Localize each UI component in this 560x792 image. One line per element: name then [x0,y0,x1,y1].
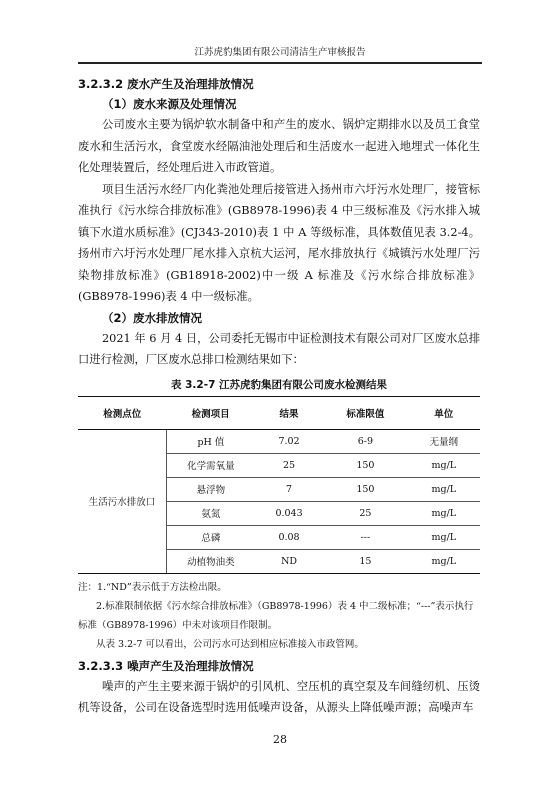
col-header-item: 检测项目 [166,396,254,429]
cell-item: 氨氮 [166,501,254,525]
section-heading-noise: 3.2.3.3 噪声产生及治理排放情况 [78,658,254,673]
col-header-result: 结果 [255,396,323,429]
page-number: 28 [273,733,287,746]
cell-unit: mg/L [408,477,480,501]
cell-result: 0.043 [255,501,323,525]
table-caption: 表 3.2-7 江苏虎豹集团有限公司废水检测结果 [170,378,388,391]
cell-limit: 25 [323,501,407,525]
cell-item: 化学需氧量 [166,453,254,477]
table-row [78,429,480,453]
page-content [78,66,480,719]
cell-limit: 150 [323,477,407,501]
cell-unit: mg/L [408,525,480,549]
subheading-discharge: （2）废水排放情况 [102,310,203,325]
col-header-limit: 标准限值 [323,396,407,429]
cell-unit: mg/L [408,549,480,573]
cell-item: 悬浮物 [166,477,254,501]
cell-result: 7.02 [255,429,323,453]
table-header-row [78,396,480,429]
col-header-unit: 单位 [408,396,480,429]
wastewater-results-table [78,396,480,574]
subheading-source: （1）废水来源及处理情况 [102,97,237,111]
cell-item: pH 值 [166,429,254,453]
paragraph-source: 公司废水主要为锅炉软水制备中和产生的废水、锅炉定期排水以及员工食堂废水和生活污水，食堂废水经隔油池处理后和生活废水一起进入地埋式一体化生化处理装置后，经处理后进入市政管道。 [78,118,480,174]
cell-item: 动植物油类 [166,549,254,573]
cell-result: 0.08 [255,525,323,549]
table-conclusion: 从表 3.2-7 可以看出，公司污水可达到相应标准接入市政管网。 [96,638,364,650]
cell-limit: 15 [323,549,407,573]
cell-unit: 无量纲 [408,429,480,453]
paragraph-testing: 2021 年 6 月 4 日，公司委托无锡市中证检测技术有限公司对厂区废水总排口进行检测，厂区废水总排口检测结果如下： [78,331,480,366]
cell-result: ND [255,549,323,573]
cell-unit: mg/L [408,501,480,525]
cell-item: 总磷 [166,525,254,549]
cell-unit: mg/L [408,453,480,477]
table-note-2: 2.标准限制依据《污水综合排放标准》（GB8978-1996）表 4 中二级标准；“---”表示执行标准（GB8978-1996）中未对该项目作限制。 [78,600,474,631]
section-heading-wastewater: 3.2.3.2 废水产生及治理排放情况 [78,77,254,91]
header-title: 江苏虎豹集团有限公司清洁生产审核报告 [194,47,366,58]
paragraph-noise: 噪声的产生主要来源于锅炉的引风机、空压机的真空泵及车间缝纫机、压烫机等设备，公司在设备选型时选用低噪声设备，从源头上降低噪声源；高噪声车 [78,679,480,714]
cell-limit: --- [323,525,407,549]
header-rule [78,62,482,64]
col-header-location: 检测点位 [78,396,166,429]
cell-location: 生活污水排放口 [78,429,166,573]
cell-result: 25 [255,453,323,477]
paragraph-standards: 项目生活污水经厂内化粪池处理后接管进入扬州市六圩污水处理厂，接管标准执行《污水综合排放标准》(GB8978-1996)表 4 中三级标准及《污水排入城镇下水道水质标准》(CJ343-2010)表 1 中 A 等级标准，具体数值见表 3.2-4。扬州市六圩污水处理厂尾水排入京杭大运河，尾水排放执行《城镇污水处理厂污染物排放标准》(GB18918-2002)中一级 A 标准及《污水综合排放标准》(GB8978-1996)表 4 中一级标准。 [78,182,480,303]
page-header [78,44,482,64]
table-note-1: 注：1.“ND”表示低于方法检出限。 [78,581,227,593]
cell-limit: 150 [323,453,407,477]
cell-limit: 6-9 [323,429,407,453]
cell-result: 7 [255,477,323,501]
